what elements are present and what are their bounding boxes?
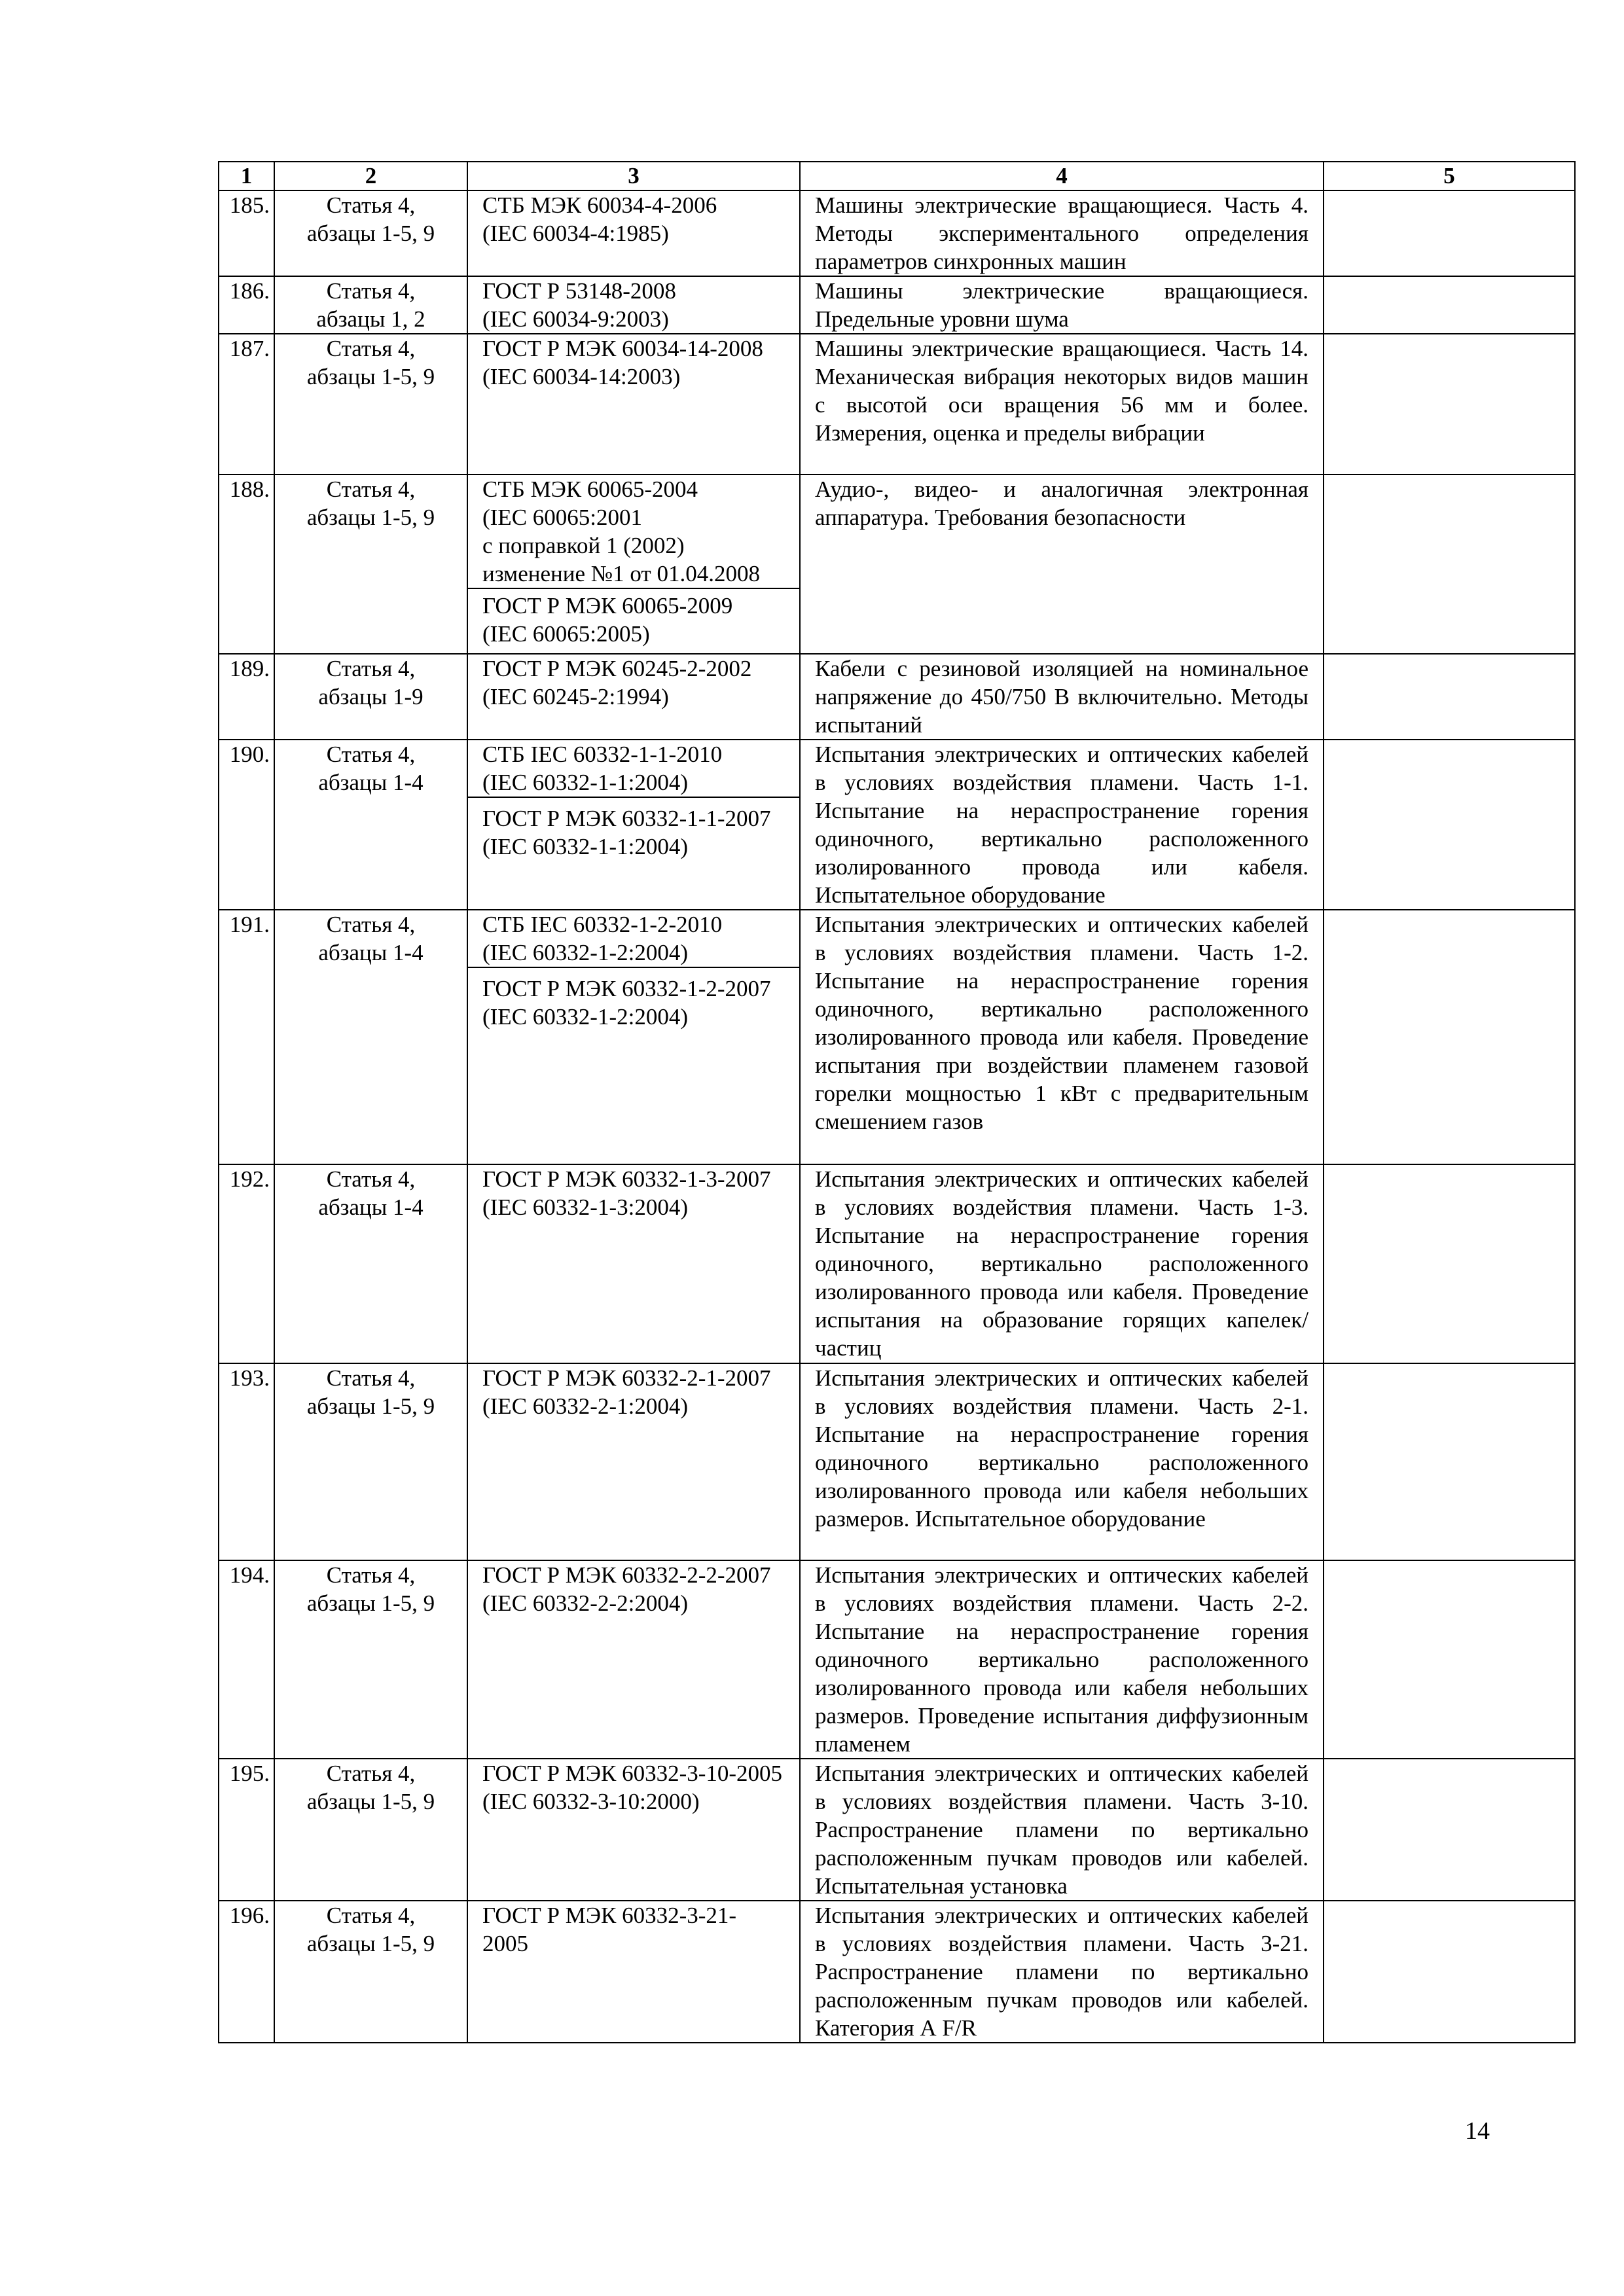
standard-line: (IEC 60332-1-3:2004) [482,1194,688,1220]
standard-line: (IEC 60332-3-10:2000) [482,1789,700,1814]
standard-designation [467,276,800,334]
table-row [219,190,1575,276]
note-cell [1324,475,1575,654]
article-reference [274,910,467,1164]
column-header: 2 [274,162,467,190]
standard-line: (IEC 60332-2-1:2004) [482,1393,688,1419]
article-line: абзацы 1-5, 9 [306,221,435,246]
standard-line: ГОСТ Р МЭК 60332-3-10-2005 [482,1761,783,1786]
standard-title: Испытания электрических и оптических кабелей в условиях воздействия пламени. Часть 3-21. Распространение пламени по вертикально расположенным пучкам проводов или кабелей. Категория А F/R [800,1901,1324,2043]
standard-block [468,910,799,967]
note-cell [1324,740,1575,910]
article-line: абзацы 1-5, 9 [306,1931,435,1956]
standard-designation [467,1164,800,1363]
row-number: 196. [219,1901,274,2043]
table-row [219,910,1575,1164]
standard-line: (IEC 60065:2005) [482,621,650,647]
standard-line: ГОСТ Р МЭК 60332-2-2-2007 [482,1562,771,1588]
standard-line: изменение №1 от 01.04.2008 [482,561,760,586]
article-line: Статья 4, [326,1365,416,1391]
standard-line: ГОСТ Р МЭК 60034-14-2008 [482,336,763,361]
note-cell [1324,1901,1575,2043]
standard-title: Испытания электрических и оптических кабелей в условиях воздействия пламени. Часть 1-1. Испытание на нераспространение горения одиночного, вертикально расположенного изолированного провода или кабеля. Испытательное оборудование [800,740,1324,910]
standard-line: с поправкой 1 (2002) [482,533,685,558]
article-reference [274,190,467,276]
standard-designation [467,1759,800,1901]
standard-designation [467,190,800,276]
standard-line: (IEC 60332-1-1:2004) [482,834,688,859]
table-row [219,334,1575,475]
note-cell [1324,654,1575,740]
article-reference [274,740,467,910]
article-line: Статья 4, [326,656,416,681]
standard-designation [467,654,800,740]
standard-block [468,191,799,247]
standard-line: 2005 [482,1931,528,1956]
standard-designation [467,334,800,475]
standard-block [468,655,799,711]
standard-block [468,1561,799,1617]
standard-line: СТБ IEC 60332-1-2-2010 [482,912,723,937]
standard-line: (IEC 60034-9:2003) [482,306,669,332]
column-header: 4 [800,162,1324,190]
note-cell [1324,1759,1575,1901]
row-number: 187. [219,334,274,475]
standard-line: ГОСТ Р МЭК 60332-1-2-2007 [482,976,771,1001]
standard-title: Испытания электрических и оптических кабелей в условиях воздействия пламени. Часть 2-1. Испытание на нераспространение горения одиночного вертикально расположенного изолированного провода или кабеля небольших размеров. Испытательное оборудование [800,1363,1324,1560]
column-header: 1 [219,162,274,190]
row-number: 185. [219,190,274,276]
article-line: абзацы 1-5, 9 [306,1590,435,1616]
article-reference [274,1560,467,1759]
row-number: 195. [219,1759,274,1901]
note-cell [1324,1363,1575,1560]
standard-line: СТБ IEC 60332-1-1-2010 [482,742,723,767]
standard-block [468,588,799,648]
article-reference [274,1363,467,1560]
standard-line: СТБ МЭК 60034-4-2006 [482,192,717,218]
standard-line: (IEC 60332-1-2:2004) [482,1004,688,1030]
column-header: 3 [467,162,800,190]
article-line: Статья 4, [326,278,416,304]
standard-line: ГОСТ Р МЭК 60245-2-2002 [482,656,752,681]
article-line: абзацы 1-5, 9 [306,505,435,530]
page-number: 14 [1465,2117,1490,2145]
standard-line: ГОСТ Р 53148-2008 [482,278,676,304]
standard-block [468,967,799,1031]
article-reference [274,654,467,740]
standard-title: Машины электрические вращающиеся. Часть 4. Методы экспериментального определения параметров синхронных машин [800,190,1324,276]
table-row [219,475,1575,654]
article-line: абзацы 1, 2 [316,306,425,332]
article-line: Статья 4, [326,1166,416,1192]
row-number: 188. [219,475,274,654]
article-line: абзацы 1-4 [318,770,424,795]
row-number: 192. [219,1164,274,1363]
standards-table [218,161,1576,2043]
article-line: Статья 4, [326,1562,416,1588]
standard-block [468,1901,799,1958]
row-number: 194. [219,1560,274,1759]
standard-line: (IEC 60034-4:1985) [482,221,669,246]
standard-title: Машины электрические вращающиеся. Часть 14. Механическая вибрация некоторых видов машин с высотой оси вращения 56 мм и более. Измерения, оценка и пределы вибрации [800,334,1324,475]
row-number: 190. [219,740,274,910]
standard-title: Аудио-, видео- и аналогичная электронная аппаратура. Требования безопасности [800,475,1324,654]
standard-line: (IEC 60065:2001 [482,505,643,530]
article-line: Статья 4, [326,476,416,502]
standard-block [468,1759,799,1816]
standard-line: ГОСТ Р МЭК 60065-2009 [482,593,733,619]
standard-line: ГОСТ Р МЭК 60332-1-3-2007 [482,1166,771,1192]
standard-line: (IEC 60034-14:2003) [482,364,681,389]
table-row [219,1560,1575,1759]
standard-block [468,1364,799,1420]
article-line: Статья 4, [326,336,416,361]
article-line: абзацы 1-5, 9 [306,1789,435,1814]
row-number: 193. [219,1363,274,1560]
standard-block [468,797,799,861]
table-row [219,276,1575,334]
article-line: Статья 4, [326,742,416,767]
standard-designation [467,910,800,1164]
standard-block [468,1165,799,1221]
article-line: Статья 4, [326,1761,416,1786]
standard-title: Испытания электрических и оптических кабелей в условиях воздействия пламени. Часть 2-2. Испытание на нераспространение горения одиночного вертикально расположенного изолированного провода или кабеля небольших размеров. Проведение испытания диффузионным пламенем [800,1560,1324,1759]
standard-line: (IEC 60332-2-2:2004) [482,1590,688,1616]
standard-block [468,740,799,797]
standard-line: (IEC 60332-1-1:2004) [482,770,688,795]
article-line: Статья 4, [326,912,416,937]
standard-line: СТБ МЭК 60065-2004 [482,476,698,502]
table-row [219,654,1575,740]
standard-block [468,334,799,391]
standard-designation [467,1560,800,1759]
standard-title: Испытания электрических и оптических кабелей в условиях воздействия пламени. Часть 3-10. Распространение пламени по вертикально расположенным пучкам проводов или кабелей. Испытательная установка [800,1759,1324,1901]
standard-block [468,277,799,333]
standard-designation [467,740,800,910]
article-line: абзацы 1-9 [318,684,424,709]
article-reference [274,334,467,475]
row-number: 189. [219,654,274,740]
standard-title: Кабели с резиновой изоляцией на номинальное напряжение до 450/750 В включительно. Методы испытаний [800,654,1324,740]
standard-designation [467,1363,800,1560]
article-reference [274,475,467,654]
standard-line: ГОСТ Р МЭК 60332-1-1-2007 [482,806,771,831]
table-header-row [219,162,1575,190]
standard-line: ГОСТ Р МЭК 60332-3-21- [482,1903,737,1928]
article-line: абзацы 1-4 [318,1194,424,1220]
row-number: 191. [219,910,274,1164]
article-line: абзацы 1-5, 9 [306,1393,435,1419]
standard-designation [467,1901,800,2043]
article-reference [274,276,467,334]
article-line: абзацы 1-4 [318,940,424,965]
note-cell [1324,1560,1575,1759]
article-line: Статья 4, [326,1903,416,1928]
standard-line: (IEC 60245-2:1994) [482,684,669,709]
article-line: Статья 4, [326,192,416,218]
table-row [219,1164,1575,1363]
table-row [219,1759,1575,1901]
note-cell [1324,276,1575,334]
article-line: абзацы 1-5, 9 [306,364,435,389]
note-cell [1324,190,1575,276]
table-row [219,1901,1575,2043]
article-reference [274,1901,467,2043]
table-row [219,740,1575,910]
standard-title: Испытания электрических и оптических кабелей в условиях воздействия пламени. Часть 1-3. Испытание на нераспространение горения одиночного, вертикально расположенного изолированного провода или кабеля. Проведение испытания на образование горящих капелек/частиц [800,1164,1324,1363]
note-cell [1324,910,1575,1164]
table-row [219,1363,1575,1560]
note-cell [1324,1164,1575,1363]
standard-title: Испытания электрических и оптических кабелей в условиях воздействия пламени. Часть 1-2. Испытание на нераспространение горения одиночного, вертикально расположенного изолированного провода или кабеля. Проведение испытания при воздействии пламенем газовой горелки мощностью 1 кВт с предварительным смешением газов [800,910,1324,1164]
article-reference [274,1759,467,1901]
standard-title: Машины электрические вращающиеся. Предельные уровни шума [800,276,1324,334]
standard-line: (IEC 60332-1-2:2004) [482,940,688,965]
standard-designation [467,475,800,654]
standard-line: ГОСТ Р МЭК 60332-2-1-2007 [482,1365,771,1391]
article-reference [274,1164,467,1363]
standard-block [468,475,799,588]
column-header: 5 [1324,162,1575,190]
note-cell [1324,334,1575,475]
row-number: 186. [219,276,274,334]
